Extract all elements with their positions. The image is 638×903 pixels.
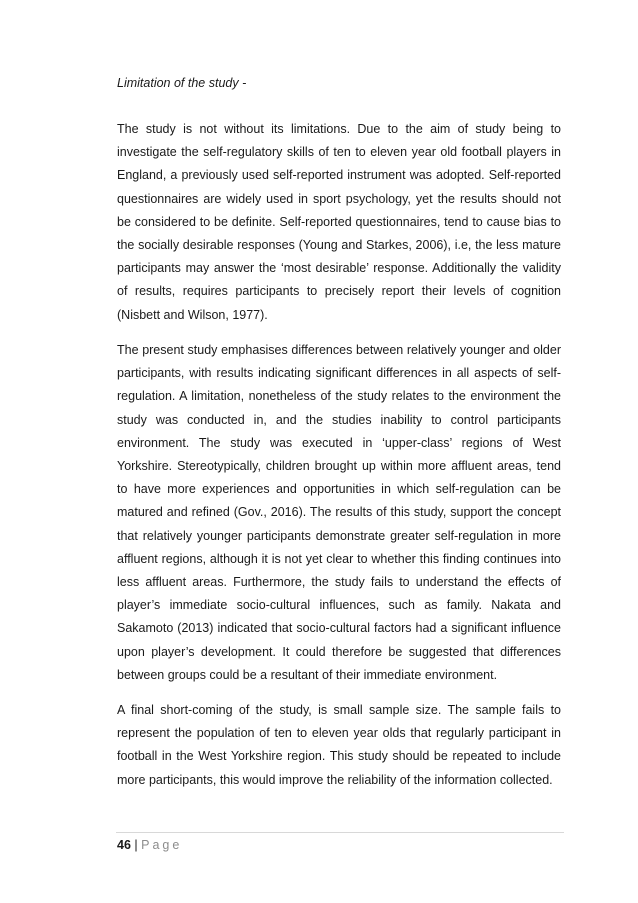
paragraph-environment: The present study emphasises differences between relatively younger and older participants, with results indicating significant differences in all aspects of self-regulation. A limitation, nonetheless of the study relates to the environment the study was conducted in, and the studies inability to control participants environment. The study was executed in ‘upper-class’ regions of West Yorkshire. Stereotypically, children brought up within more affluent areas, tend to have more experiences and opportunities in which self-regulation can be matured and refined (Gov., 2016). The results of this study, support the concept that relatively younger participants demonstrate greater self-regulation in more affluent regions, although it is not yet clear to whether this finding continues into less affluent areas. Furthermore, the study fails to understand the effects of player’s immediate socio-cultural influences, such as family. Nakata and Sakamoto (2013) indicated that socio-cultural factors had a significant influence upon player’s development. It could therefore be suggested that differences between groups could be a resultant of their immediate environment. xyxy=(117,343,561,682)
footer-divider xyxy=(116,832,564,833)
page-footer xyxy=(117,836,182,854)
page-number: 46 xyxy=(117,838,131,852)
footer-separator: | xyxy=(134,838,138,852)
paragraph-limitations: The study is not without its limitations. Due to the aim of study being to investigate the self-regulatory skills of ten to eleven year old football players in England, a previously used self-reported instrument was adopted. Self-reported questionnaires are widely used in sport psychology, yet the results should not be considered to be definite. Self-reported questionnaires, tend to cause bias to the socially desirable responses (Young and Starkes, 2006), i.e, the less mature participants may answer the ‘most desirable’ response. Additionally the validity of results, requires participants to precisely report their levels of cognition (Nisbett and Wilson, 1977). xyxy=(117,122,561,322)
paragraph-sample-size: A final short-coming of the study, is small sample size. The sample fails to represent the population of ten to eleven year olds that regularly participant in football in the West Yorkshire region. This study should be repeated to include more participants, this would improve the reliability of the information collected. xyxy=(117,703,561,787)
page-label: Page xyxy=(141,838,183,852)
section-heading: Limitation of the study - xyxy=(117,76,247,90)
